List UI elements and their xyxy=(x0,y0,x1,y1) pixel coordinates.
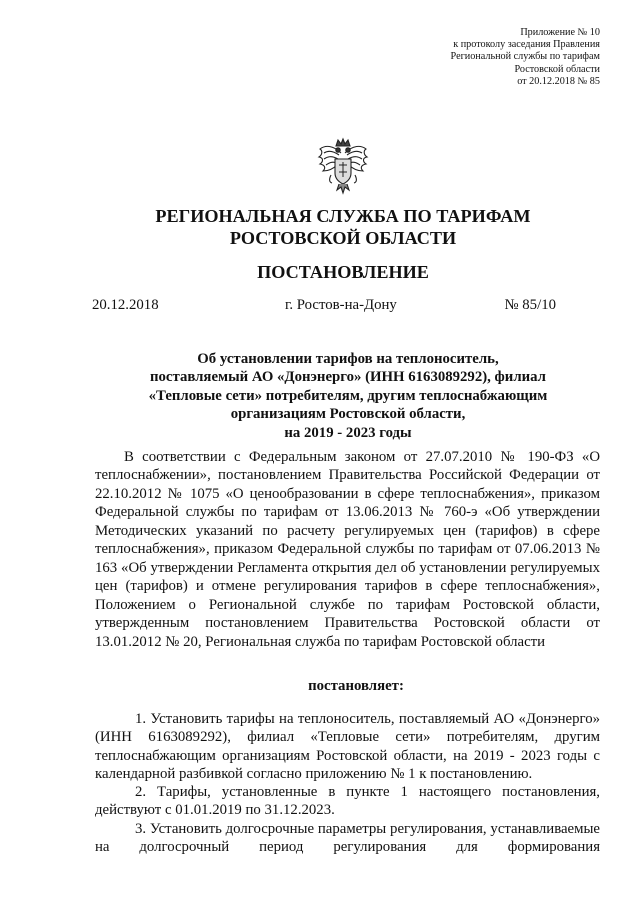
subject-line: «Тепловые сети» потребителям, другим теплоснабжающим xyxy=(148,387,548,404)
document-city: г. Ростов-на-Дону xyxy=(285,297,397,313)
resolves-heading: постановляет: xyxy=(308,678,404,694)
document-subject xyxy=(132,350,564,442)
resolution-item-3: 3. Установить долгосрочные параметры регулирования, устанавливаемые на долгосрочный период регулирования для формирования xyxy=(95,821,600,856)
document-type: ПОСТАНОВЛЕНИЕ xyxy=(257,262,429,282)
appendix-line: Приложение № 10 xyxy=(520,27,600,38)
appendix-line: Ростовской области xyxy=(514,63,600,75)
document-meta xyxy=(0,297,640,317)
appendix-note xyxy=(360,27,600,88)
resolution-item-2: 2. Тарифы, установленные в пункте 1 настоящего постановления, действуют с 01.01.2019 по 31.12.2023. xyxy=(95,784,600,819)
subject-line: организациям Ростовской области, xyxy=(230,406,466,423)
resolution-item-1: 1. Установить тарифы на теплоноситель, поставляемый АО «Донэнерго» (ИНН 6163089292), филиал «Тепловые сети» потребителям, другим теплоснабжающим организациям Ростовской области, на 2019 - 2023 годы с календарной разбивкой согласно приложению № 1 к постановлению. xyxy=(95,711,600,783)
subject-line: Об установлении тарифов на теплоноситель, xyxy=(197,351,499,367)
organization-line: РЕГИОНАЛЬНАЯ СЛУЖБА ПО ТАРИФАМ xyxy=(155,206,531,226)
document-date: 20.12.2018 xyxy=(92,297,159,313)
document-number: № 85/10 xyxy=(504,297,556,313)
appendix-line: от 20.12.2018 № 85 xyxy=(517,75,600,87)
appendix-line: к протоколу заседания Правления xyxy=(453,39,600,51)
coat-of-arms-icon xyxy=(317,137,369,197)
subject-line: на 2019 - 2023 годы xyxy=(284,424,412,441)
subject-line: поставляемый АО «Донэнерго» (ИНН 6163089292), филиал xyxy=(150,369,546,386)
appendix-line: Региональной службы по тарифам xyxy=(450,51,600,63)
preamble-paragraph: В соответствии с Федеральным законом от 27.07.2010 № 190-ФЗ «О теплоснабжении», постановлением Правительства Российской Федерации от 22.10.2012 № 1075 «О ценообразовании в сфере теплоснабжения», приказом Федеральной службы по тарифам от 13.06.2013 № 760-э «Об утверждении Методических указаний по расчету регулируемых цен (тарифов) в сфере теплоснабжения», приказом Федеральной службы по тарифам от 07.06.2013 № 163 «Об утверждении Регламента открытия дел об установлении регулируемых цен (тарифов) и отмене регулирования тарифов в сфере теплоснабжения», Положением о Региональной службе по тарифам Ростовской области, утвержденным постановлением Правительства Ростовской области от 13.01.2012 № 20, Региональная служба по тарифам Ростовской области xyxy=(95,449,600,650)
organization-line: РОСТОВСКОЙ ОБЛАСТИ xyxy=(229,228,457,248)
organization-name xyxy=(0,205,640,249)
